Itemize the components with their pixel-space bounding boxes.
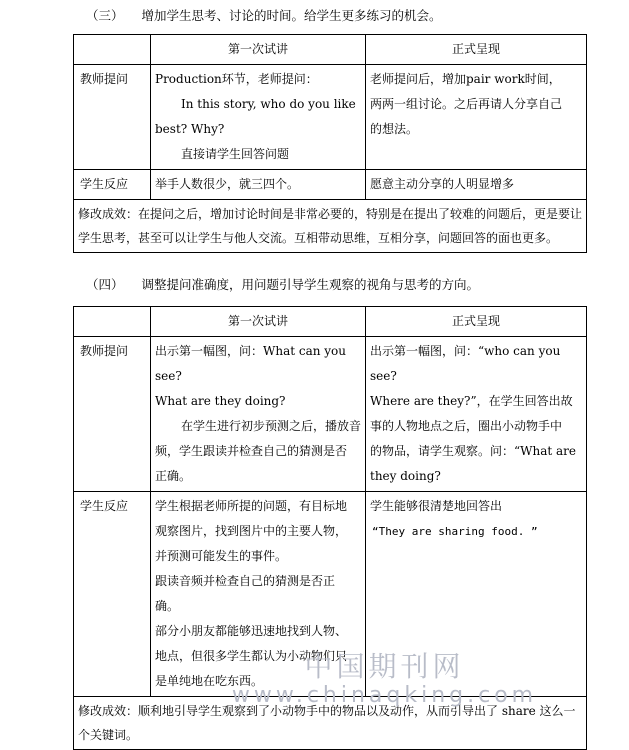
column-header-formal: 正式呈现 [366,35,587,65]
cell-text: 学生能够很清楚地回答出 [370,499,503,513]
table-row [74,492,587,697]
cell-text: 跟读音频并检查自己的猜测是否正 [155,574,336,588]
table-row [74,200,587,253]
row-label-student-response: 学生反应 [74,170,151,200]
summary-cell: 修改成效：在提问之后，增加讨论时间是非常必要的，特别是在提出了较难的问题后，更是要让学生思考，甚至可以让学生与他人交流。互相带动思维，互相分享，问题回答的面也更多。 [74,200,587,253]
watermark-url: www.chinaqking.com [231,683,538,708]
cell-text: 并预测可能发生的事件。 [155,549,288,563]
cell-text: “They are sharing food. ” [372,525,538,538]
cell-text: 出示第一幅图，问：“who can you see? [370,344,561,383]
column-header-first-trial: 第一次试讲 [151,35,366,65]
table-row [74,65,587,170]
table-section-3 [73,34,587,253]
row-label-student-response: 学生反应 [74,492,151,697]
cell-text: 的想法。 [370,122,419,136]
table-header-row [74,307,587,337]
section-4-title: 调整提问准确度，用问题引导学生观察的视角与思考的方向。 [141,277,480,292]
cell-text: 出示第一幅图，问：What can you see? [155,344,347,383]
watermark-text: 中国期刊网 [304,650,465,683]
cell-text: 直接请学生回答问题 [181,147,290,161]
table-cell [366,492,587,697]
cell-text: In this story, who do you like [181,97,356,111]
table-cell [366,337,587,492]
table-section-4 [73,306,587,750]
section-4-heading [86,275,479,293]
cell-text: 的物品，请学生观察。问：“What are [370,444,576,458]
cell-text: they doing? [370,469,441,483]
cell-text: 学生根据老师所提的问题，有目标地 [155,499,348,513]
cell-text: 两两一组讨论。之后再请人分享自己 [370,97,563,111]
section-3-heading [86,6,442,24]
cell-text: 部分小朋友都能够迅速地找到人物、 [155,624,348,638]
section-3-title: 增加学生思考、讨论的时间。给学生更多练习的机会。 [141,8,442,23]
column-header-formal: 正式呈现 [366,307,587,337]
cell-text: 确。 [155,599,180,613]
cell-text: 频，学生跟读并检查自己的猜测是否 [155,444,348,458]
cell-text: 老师提问后，增加pair work时间， [370,72,561,86]
table-cell: 举手人数很少，就三四个。 [151,170,366,200]
section-4-number: （四） [86,277,124,292]
table-cell [151,337,366,492]
row-label-teacher-question: 教师提问 [74,337,151,492]
section-3-number: （三） [86,8,124,23]
cell-text: Production环节，老师提问： [155,72,318,86]
table-cell [366,65,587,170]
table-cell [151,65,366,170]
cell-text: 事的人物地点之后，圈出小动物手中 [370,419,563,433]
cell-text: 观察图片，找到图片中的主要人物， [155,524,348,538]
column-header-first-trial: 第一次试讲 [151,307,366,337]
summary-cell: 修改成效：顺利地引导学生观察到了小动物手中的物品以及动作，从而引导出了 share 这么一个关键词。 [74,697,587,750]
table-row [74,697,587,750]
cell-text: best? Why? [155,122,225,136]
table-cell [151,492,366,697]
row-label-teacher-question: 教师提问 [74,65,151,170]
cell-text: 是单纯地在吃东西。 [155,674,264,688]
cell-text: 正确。 [155,469,192,483]
cell-text: 地点，但很多学生都认为小动物们只 [155,649,348,663]
cell-text: What are they doing? [155,394,286,408]
table-header-row [74,35,587,65]
table-cell: 愿意主动分享的人明显增多 [366,170,587,200]
cell-text: 在学生进行初步预测之后，播放音 [181,419,362,433]
table-row [74,337,587,492]
table-row [74,170,587,200]
cell-text: Where are they?”，在学生回答出故 [370,394,573,408]
